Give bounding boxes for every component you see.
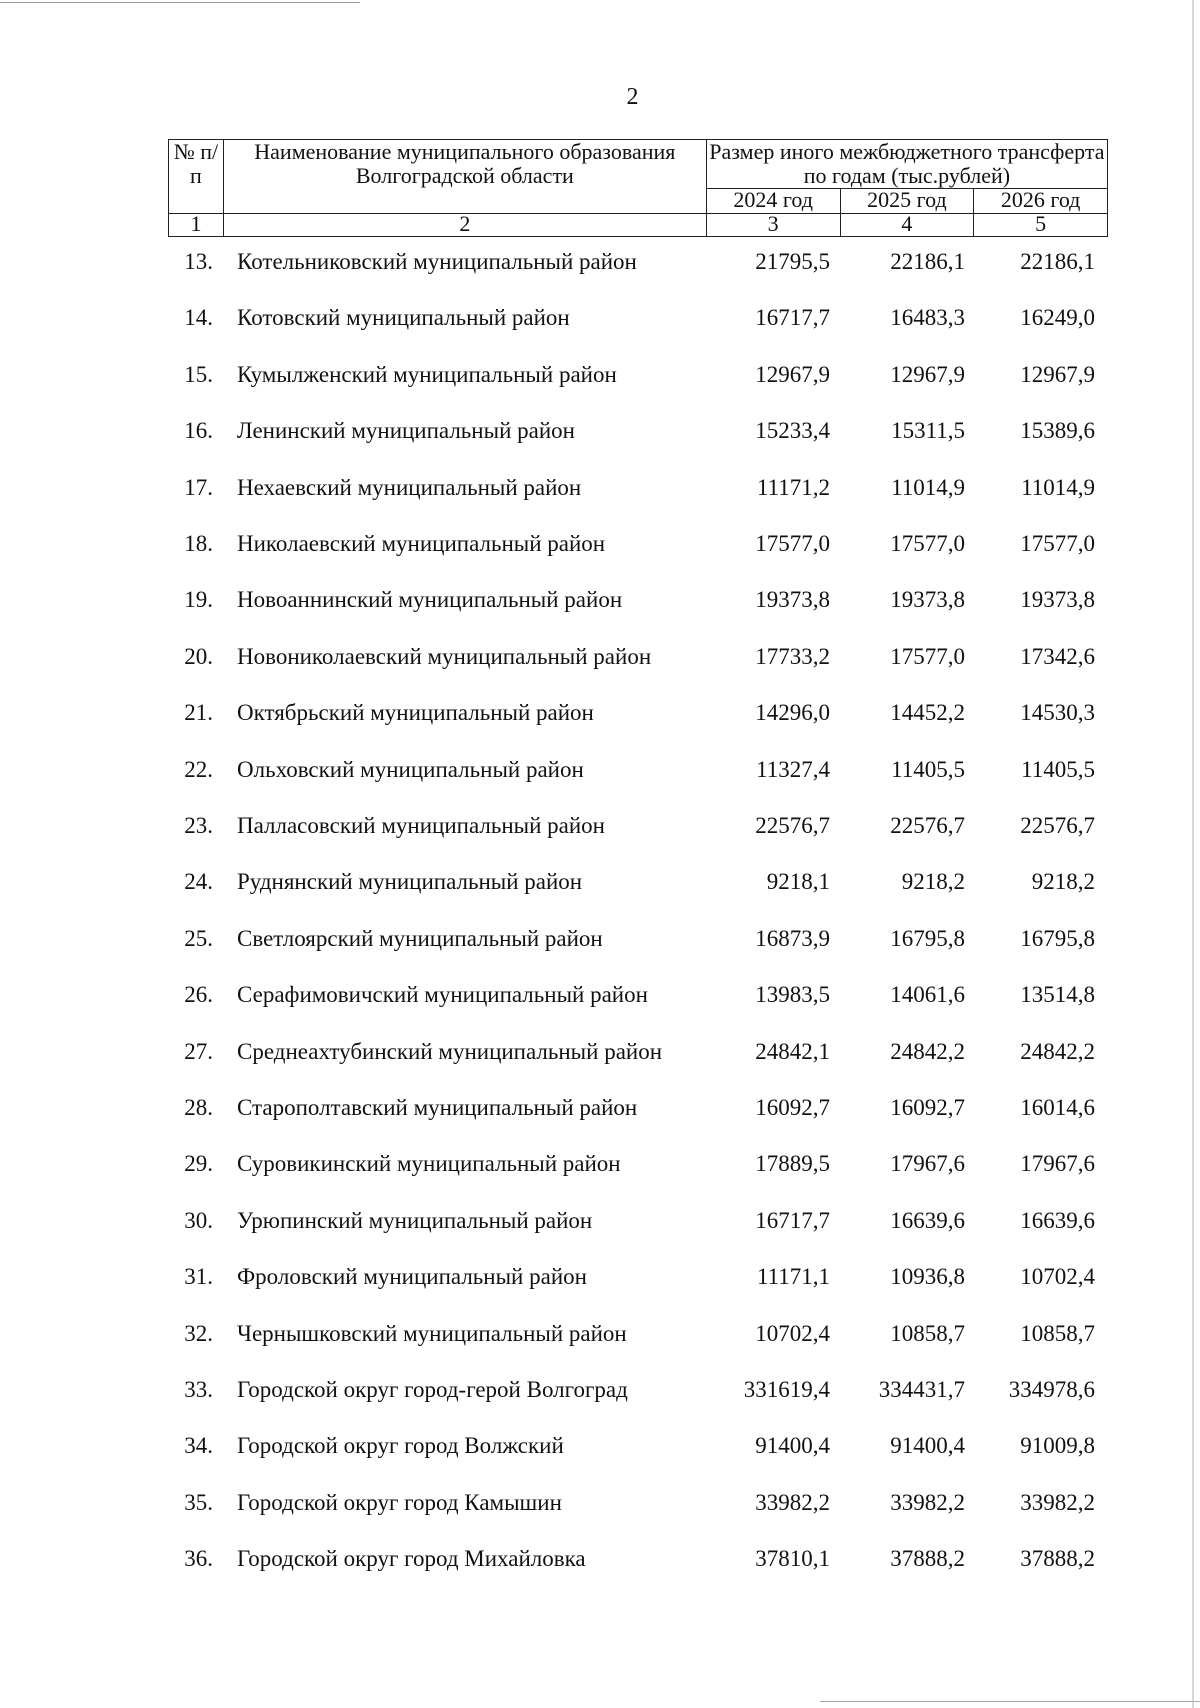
header-amount: Размер иного межбюджетного трансферта по годам (тыс.рублей) bbox=[706, 140, 1107, 189]
row-number: 36. bbox=[184, 1546, 213, 1572]
value-2024: 37810,1 bbox=[755, 1546, 830, 1572]
value-2024: 17889,5 bbox=[755, 1151, 830, 1177]
value-2025: 10858,7 bbox=[890, 1320, 965, 1346]
municipality-name: Кумылженский муниципальный район bbox=[237, 361, 617, 387]
municipality-name: Светлоярский муниципальный район bbox=[237, 925, 603, 951]
value-2026: 12967,9 bbox=[1020, 361, 1095, 387]
value-2026: 11014,9 bbox=[1021, 474, 1095, 500]
table-row bbox=[0, 1531, 1200, 1587]
municipality-name: Урюпинский муниципальный район bbox=[237, 1207, 593, 1233]
value-2024: 11327,4 bbox=[756, 756, 830, 782]
value-2025: 10936,8 bbox=[890, 1264, 965, 1290]
row-number: 29. bbox=[184, 1151, 213, 1177]
row-number: 18. bbox=[184, 531, 213, 556]
row-number: 22. bbox=[184, 756, 213, 782]
value-2024: 16873,9 bbox=[755, 925, 830, 951]
value-2024: 21795,5 bbox=[755, 249, 830, 274]
value-2025: 16639,6 bbox=[890, 1207, 965, 1233]
table-row bbox=[0, 1362, 1200, 1418]
row-number: 16. bbox=[184, 418, 213, 444]
row-number: 27. bbox=[184, 1038, 213, 1064]
column-index-4: 4 bbox=[840, 214, 974, 237]
table-row bbox=[0, 403, 1200, 459]
municipality-name: Палласовский муниципальный район bbox=[237, 813, 605, 838]
value-2025: 91400,4 bbox=[890, 1433, 965, 1459]
row-number: 24. bbox=[184, 869, 213, 895]
table-header bbox=[168, 139, 1108, 237]
value-2025: 17967,6 bbox=[890, 1151, 965, 1177]
value-2026: 9218,2 bbox=[1031, 869, 1095, 895]
header-num: № п/п bbox=[169, 140, 224, 214]
value-2025: 9218,2 bbox=[901, 869, 965, 895]
table-row bbox=[0, 1136, 1200, 1192]
column-index-5: 5 bbox=[974, 214, 1108, 237]
table-row bbox=[0, 234, 1200, 290]
municipality-name: Старополтавский муниципальный район bbox=[237, 1095, 638, 1120]
municipality-name: Городской округ город-герой Волгоград bbox=[237, 1377, 628, 1402]
municipality-name: Нехаевский муниципальный район bbox=[237, 474, 582, 500]
table-row bbox=[0, 460, 1200, 516]
row-number: 14. bbox=[184, 305, 213, 331]
value-2025: 37888,2 bbox=[890, 1546, 965, 1572]
table-row bbox=[0, 854, 1200, 910]
value-2024: 331619,4 bbox=[743, 1377, 830, 1402]
value-2026: 22186,1 bbox=[1020, 249, 1095, 274]
value-2024: 13983,5 bbox=[755, 982, 830, 1008]
value-2026: 15389,6 bbox=[1020, 418, 1095, 444]
value-2024: 24842,1 bbox=[755, 1038, 830, 1064]
municipality-name: Фроловский муниципальный район bbox=[237, 1264, 587, 1290]
municipality-name: Городской округ город Волжский bbox=[237, 1433, 564, 1459]
municipality-name: Городской округ город Камышин bbox=[237, 1489, 562, 1515]
value-2026: 16639,6 bbox=[1020, 1207, 1095, 1233]
page-number: 2 bbox=[626, 84, 639, 110]
row-number: 25. bbox=[184, 925, 213, 951]
municipality-name: Среднеахтубинский муниципальный район bbox=[237, 1038, 663, 1064]
municipality-name: Суровикинский муниципальный район bbox=[237, 1151, 621, 1177]
value-2026: 33982,2 bbox=[1020, 1489, 1095, 1515]
value-2026: 17967,6 bbox=[1020, 1151, 1095, 1177]
header-name: Наименование муниципального образования Волгоградской области bbox=[223, 140, 706, 214]
column-index-3: 3 bbox=[706, 214, 840, 237]
value-2024: 9218,1 bbox=[766, 869, 830, 895]
value-2024: 17577,0 bbox=[755, 531, 830, 556]
table-row bbox=[0, 1306, 1200, 1362]
value-2024: 14296,0 bbox=[755, 700, 830, 726]
value-2025: 16483,3 bbox=[890, 305, 965, 331]
value-2024: 22576,7 bbox=[755, 813, 830, 838]
table-row bbox=[0, 290, 1200, 346]
value-2026: 14530,3 bbox=[1020, 700, 1095, 726]
header-year-2024: 2024 год bbox=[706, 189, 840, 214]
value-2025: 15311,5 bbox=[891, 418, 965, 444]
table-row bbox=[0, 685, 1200, 741]
row-number: 26. bbox=[184, 982, 213, 1008]
municipality-name: Котельниковский муниципальный район bbox=[237, 249, 637, 274]
value-2025: 11405,5 bbox=[891, 756, 965, 782]
table-row bbox=[0, 798, 1200, 854]
table-row bbox=[0, 1080, 1200, 1136]
column-index-2: 2 bbox=[223, 214, 706, 237]
row-number: 23. bbox=[184, 813, 213, 838]
value-2026: 22576,7 bbox=[1020, 813, 1095, 838]
value-2025: 22576,7 bbox=[890, 813, 965, 838]
value-2025: 17577,0 bbox=[890, 643, 965, 669]
value-2024: 33982,2 bbox=[755, 1489, 830, 1515]
value-2026: 91009,8 bbox=[1020, 1433, 1095, 1459]
value-2026: 17342,6 bbox=[1020, 643, 1095, 669]
municipality-name: Ленинский муниципальный район bbox=[237, 418, 575, 444]
value-2025: 24842,2 bbox=[890, 1038, 965, 1064]
municipality-name: Руднянский муниципальный район bbox=[237, 869, 583, 895]
value-2026: 10858,7 bbox=[1020, 1320, 1095, 1346]
value-2025: 33982,2 bbox=[890, 1489, 965, 1515]
row-number: 32. bbox=[184, 1320, 213, 1346]
value-2024: 10702,4 bbox=[755, 1320, 830, 1346]
table-row bbox=[0, 1024, 1200, 1080]
row-number: 20. bbox=[184, 643, 213, 669]
value-2024: 11171,1 bbox=[756, 1264, 830, 1290]
table-row bbox=[0, 516, 1200, 572]
value-2024: 16717,7 bbox=[755, 305, 830, 331]
value-2024: 91400,4 bbox=[755, 1433, 830, 1459]
municipality-name: Котовский муниципальный район bbox=[237, 305, 570, 331]
municipality-name: Николаевский муниципальный район bbox=[237, 531, 606, 556]
table-row bbox=[0, 967, 1200, 1023]
value-2026: 13514,8 bbox=[1020, 982, 1095, 1008]
value-2026: 16795,8 bbox=[1020, 925, 1095, 951]
municipality-name: Новоаннинский муниципальный район bbox=[237, 587, 623, 613]
value-2024: 11171,2 bbox=[756, 474, 830, 500]
row-number: 35. bbox=[184, 1489, 213, 1515]
row-number: 30. bbox=[184, 1207, 213, 1233]
value-2024: 16717,7 bbox=[755, 1207, 830, 1233]
table-row bbox=[0, 1418, 1200, 1474]
value-2026: 19373,8 bbox=[1020, 587, 1095, 613]
row-number: 28. bbox=[184, 1095, 213, 1120]
value-2026: 17577,0 bbox=[1020, 531, 1095, 556]
table-row bbox=[0, 1193, 1200, 1249]
municipality-name: Ольховский муниципальный район bbox=[237, 756, 584, 782]
value-2024: 17733,2 bbox=[755, 643, 830, 669]
header-year-2025: 2025 год bbox=[840, 189, 974, 214]
row-number: 21. bbox=[184, 700, 213, 726]
table-row bbox=[0, 1475, 1200, 1531]
row-number: 34. bbox=[184, 1433, 213, 1459]
value-2025: 11014,9 bbox=[891, 474, 965, 500]
value-2026: 16014,6 bbox=[1020, 1095, 1095, 1120]
value-2025: 17577,0 bbox=[890, 531, 965, 556]
municipality-name: Городской округ город Михайловка bbox=[237, 1546, 586, 1572]
table-row bbox=[0, 911, 1200, 967]
row-number: 15. bbox=[184, 361, 213, 387]
value-2026: 37888,2 bbox=[1020, 1546, 1095, 1572]
value-2025: 16795,8 bbox=[890, 925, 965, 951]
header-year-2026: 2026 год bbox=[974, 189, 1108, 214]
value-2024: 12967,9 bbox=[755, 361, 830, 387]
table-row bbox=[0, 572, 1200, 628]
value-2026: 24842,2 bbox=[1020, 1038, 1095, 1064]
value-2026: 16249,0 bbox=[1020, 305, 1095, 331]
row-number: 13. bbox=[184, 249, 213, 274]
row-number: 19. bbox=[184, 587, 213, 613]
value-2026: 11405,5 bbox=[1021, 756, 1095, 782]
municipality-name: Чернышковский муниципальный район bbox=[237, 1320, 627, 1346]
value-2024: 19373,8 bbox=[755, 587, 830, 613]
table-row bbox=[0, 347, 1200, 403]
value-2025: 19373,8 bbox=[890, 587, 965, 613]
table-row bbox=[0, 1249, 1200, 1305]
scan-edge-top bbox=[0, 2, 360, 3]
municipality-name: Октябрьский муниципальный район bbox=[237, 700, 594, 726]
scan-edge-bottom bbox=[820, 1701, 1200, 1702]
municipality-name: Серафимовичский муниципальный район bbox=[237, 982, 648, 1008]
value-2026: 334978,6 bbox=[1008, 1377, 1095, 1402]
row-number: 33. bbox=[184, 1377, 213, 1402]
value-2025: 12967,9 bbox=[890, 361, 965, 387]
value-2025: 22186,1 bbox=[890, 249, 965, 274]
row-number: 31. bbox=[184, 1264, 213, 1290]
column-index-1: 1 bbox=[169, 214, 224, 237]
value-2025: 334431,7 bbox=[878, 1377, 965, 1402]
municipality-name: Новониколаевский муниципальный район bbox=[237, 643, 652, 669]
value-2025: 16092,7 bbox=[890, 1095, 965, 1120]
table-row bbox=[0, 742, 1200, 798]
table-row bbox=[0, 629, 1200, 685]
value-2025: 14061,6 bbox=[890, 982, 965, 1008]
value-2024: 16092,7 bbox=[755, 1095, 830, 1120]
row-number: 17. bbox=[184, 474, 213, 500]
value-2025: 14452,2 bbox=[890, 700, 965, 726]
value-2024: 15233,4 bbox=[755, 418, 830, 444]
value-2026: 10702,4 bbox=[1020, 1264, 1095, 1290]
